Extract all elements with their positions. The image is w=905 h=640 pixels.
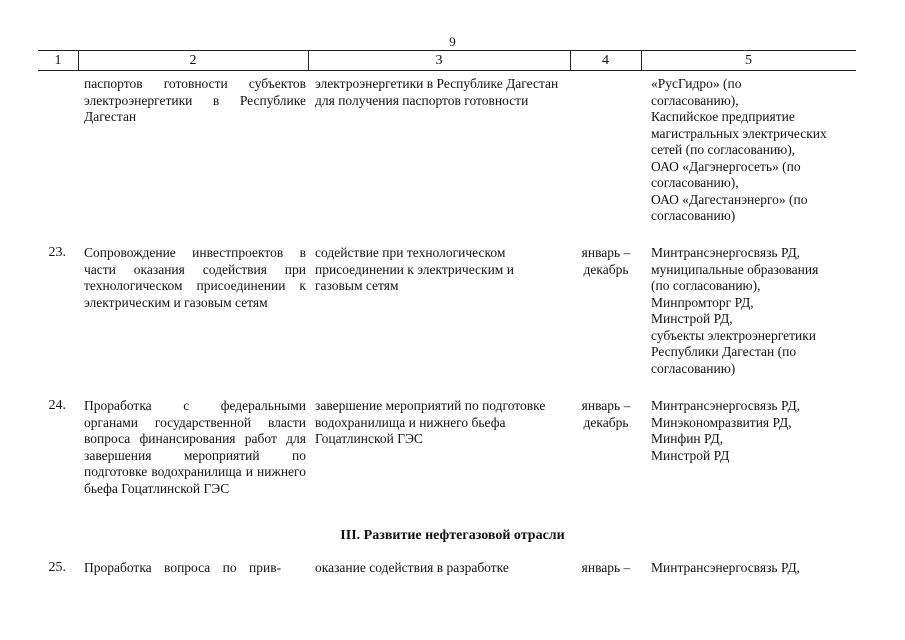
executors-cell: [651, 76, 861, 225]
result-cell: завершение мероприятий по подготовке водохранилища и нижнего бьефа Гоцатлинской ГЭС: [315, 398, 546, 446]
row-number: 24.: [48, 398, 66, 413]
period-cell: январь –: [581, 560, 631, 575]
period-cell: [572, 398, 640, 431]
executor-line: Минтрансэнергосвязь РД,: [651, 245, 801, 260]
executors-cell: [651, 398, 861, 464]
executor-line: согласованию): [651, 360, 736, 376]
action-cell: Сопровождение инвестпроектов в части оказания содействия при технологическом присоединении к электрическим и газовым сетям: [84, 245, 306, 310]
period-cell: [572, 245, 640, 278]
executors-cell: [651, 245, 861, 377]
executor-line: магистральных электрических: [651, 125, 827, 141]
executors-cell: Минтрансэнергосвязь РД,: [651, 560, 801, 575]
executor-line: согласованию): [651, 208, 736, 223]
executor-line: Минфин РД,: [651, 431, 724, 446]
action-cell: Проработка с федеральными органами государственной власти вопроса финансирования работ для завершения мероприятий по подготовке водохранилища и нижнего бьефа Гоцатлинской ГЭС: [84, 398, 306, 496]
executor-line: Каспийское предприятие: [651, 109, 795, 124]
executor-line: ОАО «Дагэнергосеть» (по: [651, 158, 801, 174]
executor-line: (по согласованию),: [651, 278, 761, 293]
executor-line: Минэкономразвития РД,: [651, 414, 792, 430]
column-number: 5: [745, 53, 752, 68]
executor-line: субъекты электроэнергетики: [651, 327, 817, 343]
row-number: 23.: [48, 245, 66, 260]
action-cell: паспортов готовности субъектов электроэнергетики в Республике Дагестан: [84, 76, 306, 124]
executor-line: согласованию),: [651, 92, 739, 108]
result-cell: содействие при технологическом присоединении к электрическим и газовым сетям: [315, 245, 514, 293]
column-number: 3: [435, 53, 443, 68]
column-number: 1: [54, 53, 62, 68]
executor-line: Минтрансэнергосвязь РД,: [651, 398, 801, 413]
column-number: 2: [189, 53, 197, 68]
row-number: 25.: [48, 560, 66, 575]
period-line: январь –: [581, 398, 631, 413]
section-heading: III. Развитие нефтегазовой отрасли: [340, 528, 565, 543]
period-line: декабрь: [583, 414, 629, 430]
executor-line: Минпромторг РД,: [651, 294, 754, 310]
period-line: декабрь: [583, 261, 629, 277]
table-top-border: [38, 50, 856, 51]
page-number: 9: [449, 34, 456, 49]
period-line: январь –: [581, 245, 631, 260]
result-cell: электроэнергетики в Республике Дагестан для получения паспортов готовности: [315, 76, 559, 108]
executor-line: Минстрой РД: [651, 447, 730, 463]
executor-line: муниципальные образования: [651, 261, 819, 277]
table-header-bottom-border: [38, 70, 856, 71]
executor-line: ОАО «Дагестанэнерго» (по: [651, 191, 808, 207]
executor-line: согласованию),: [651, 175, 739, 190]
executor-line: сетей (по согласованию),: [651, 142, 796, 157]
action-cell: Проработка вопроса по прив-: [84, 560, 282, 575]
result-cell: оказание содействия в разработке: [315, 560, 509, 575]
column-number: 4: [602, 53, 609, 68]
executor-line: Республики Дагестан (по: [651, 344, 797, 359]
executor-line: Минстрой РД,: [651, 311, 733, 326]
executor-line: «РусГидро» (по: [651, 76, 742, 91]
